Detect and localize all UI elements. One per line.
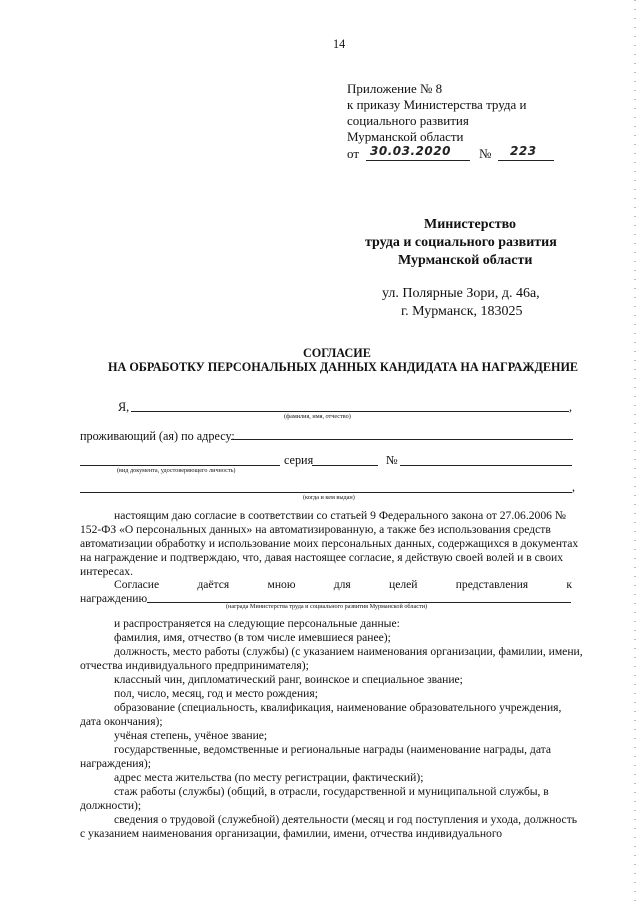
date-underline	[366, 160, 470, 161]
addressee-line: Министерство	[424, 217, 517, 232]
comma: ,	[572, 480, 576, 494]
fio-field-line[interactable]	[131, 411, 569, 412]
purpose-word: мною	[267, 578, 296, 591]
purpose-word: даётся	[197, 578, 230, 591]
list-item: должность, место работы (службы) (с указанием наименования организации, фамилии, имени,	[114, 645, 583, 658]
series-field-line[interactable]	[312, 465, 378, 466]
document-subtitle: НА ОБРАБОТКУ ПЕРСОНАЛЬНЫХ ДАННЫХ КАНДИДАТА НА НАГРАЖДЕНИЕ	[108, 360, 579, 374]
list-item: награждения);	[80, 757, 151, 770]
issued-hint: (когда и кем выдан)	[303, 494, 355, 501]
paragraph-line: интересах.	[80, 565, 133, 578]
addressee-line: труда и социального развития	[365, 235, 557, 250]
award-hint: (награда Министерства труда и социального развития Мурманской области)	[226, 603, 428, 610]
address-field-line[interactable]	[231, 439, 573, 440]
appendix-date-prefix: от	[347, 146, 360, 161]
appendix-line: Мурманской области	[347, 129, 464, 144]
list-item: сведения о трудовой (служебной) деятельности (месяц и год поступления и ухода, должность	[114, 813, 578, 826]
list-item: пол, число, месяц, год и место рождения;	[114, 687, 318, 700]
purpose-word: целей	[388, 578, 418, 591]
appendix-line: Приложение № 8	[347, 81, 443, 96]
appendix-date-handwritten: 30.03.2020	[370, 144, 451, 158]
list-item: образование (специальность, квалификация, наименование образовательного учреждения,	[114, 701, 562, 714]
paragraph-line: автоматизации обработку и использование моих персональных данных, содержащихся в документах	[80, 537, 579, 550]
i-label: Я,	[118, 400, 130, 414]
consent-purpose-line	[114, 578, 572, 592]
list-item: адрес места жительства (по месту регистрации, фактический);	[114, 771, 424, 784]
doc-hint: (вид документа, удостоверяющего личность)	[117, 467, 236, 474]
list-item: отчества индивидуального предпринимателя);	[80, 659, 309, 672]
list-intro: и распространяется на следующие персональные данные:	[114, 617, 400, 630]
list-item: дата окончания);	[80, 715, 163, 728]
appendix-number-handwritten: 223	[510, 144, 537, 158]
appendix-line: социального развития	[347, 113, 469, 128]
purpose-word: к	[566, 578, 572, 591]
list-item: с указанием наименования организации, фамилии, имени, отчества индивидуального	[80, 827, 503, 840]
number-label: №	[386, 453, 398, 467]
purpose-word: Согласие	[114, 578, 160, 591]
addressee-address: г. Мурманск, 183025	[401, 304, 523, 319]
list-item: должности);	[80, 799, 142, 812]
list-item: стаж работы (службы) (общий, в отрасли, государственной и муниципальной службы, в	[114, 785, 549, 798]
series-label: серия	[284, 453, 314, 467]
purpose-word: представления	[455, 578, 529, 591]
paragraph-line: на награждение и подтверждаю, что, давая настоящее согласие, я действую своей волей и в своих	[80, 551, 563, 564]
doc-number-field-line[interactable]	[400, 465, 572, 466]
purpose-word: для	[333, 578, 351, 591]
appendix-number-prefix: №	[479, 146, 492, 161]
addressee-line: Мурманской области	[398, 253, 533, 268]
list-item: государственные, ведомственные и региональные награды (наименование награды, дата	[114, 743, 552, 756]
scan-margin-dots	[634, 0, 636, 905]
number-underline	[498, 160, 554, 161]
list-item: учёная степень, учёное звание;	[114, 729, 268, 742]
fio-hint: (фамилия, имя, отчество)	[284, 413, 351, 420]
comma: ,	[569, 400, 573, 414]
address-label: проживающий (ая) по адресу:	[80, 429, 235, 443]
page-number: 14	[333, 37, 346, 51]
document-title: СОГЛАСИЕ	[303, 346, 371, 360]
paragraph-line: настоящим даю согласие в соответствии со статьей 9 Федерального закона от 27.06.2006 №	[114, 509, 566, 522]
addressee-address: ул. Полярные Зори, д. 46а,	[382, 286, 540, 301]
doc-type-field-line[interactable]	[80, 465, 280, 466]
list-item: классный чин, дипломатический ранг, воинское и специальное звание;	[114, 673, 463, 686]
issued-field-line[interactable]	[80, 492, 572, 493]
paragraph-line: 152-ФЗ «О персональных данных» на автоматизированную, а также без использования средств	[80, 523, 551, 536]
list-item: фамилия, имя, отчество (в том числе имевшиеся ранее);	[114, 631, 391, 644]
appendix-line: к приказу Министерства труда и	[347, 97, 527, 112]
award-label: награждению	[80, 592, 148, 605]
